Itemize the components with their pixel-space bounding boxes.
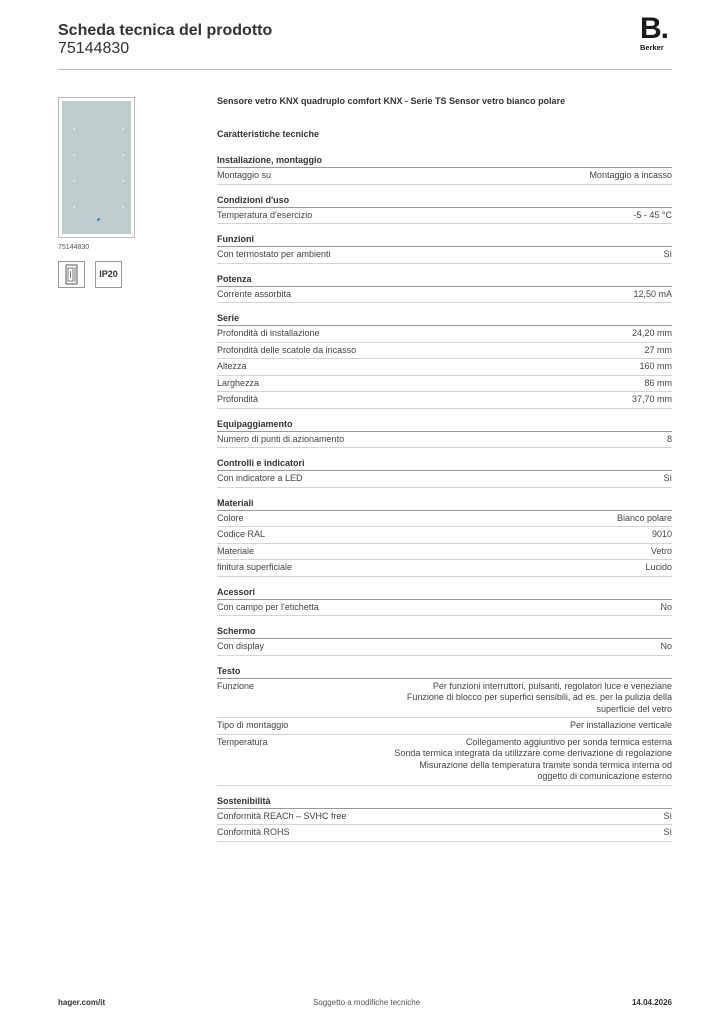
spec-label: Profondità delle scatole da incasso [217,344,357,355]
spec-value [632,394,672,406]
spec-value [632,328,672,340]
spec-label: Profondità di installazione [217,328,320,338]
spec-content [217,95,672,852]
spec-label: Temperatura [217,736,268,747]
spec-value [645,562,672,574]
spec-value-line: Misurazione della temperatura tramite sonda termica interna od [419,759,672,770]
spec-section [217,195,672,225]
spec-section [217,666,672,786]
sensor-dot [73,180,75,182]
spec-value-line: Montaggio a incasso [589,170,672,180]
image-code: 75144830 [58,244,90,251]
spec-value-line: 37,70 mm [631,394,672,404]
spec-value-line: Vetro [650,545,672,556]
spec-label: Conformità ROHS [217,827,290,837]
sensor-dot [122,128,124,130]
product-image [58,97,135,238]
spec-value-line: Collegamento aggiuntivo per sonda termica esterna [465,736,672,747]
spec-row [217,376,672,393]
spec-row [217,511,672,528]
ip-rating-badge [95,261,122,288]
spec-value-line: Per installazione verticale [569,720,672,730]
spec-row [217,560,672,577]
spec-label: Con display [217,641,265,651]
spec-row [217,735,672,786]
spec-value [644,345,672,357]
spec-row [217,639,672,656]
sensor-dot [73,206,75,208]
spec-section [217,419,672,449]
spec-value-line: Funzione di blocco per superfici sensibili, ad es. per la pulizia della [406,692,672,702]
spec-value [639,361,672,373]
spec-row [217,432,672,449]
spec-section [217,587,672,617]
spec-label: Funzione [217,680,255,691]
spec-value-line: Sonda termica integrata da utilizzare come derivazione di regolazione [394,748,672,758]
flush-mount-icon-svg [59,262,84,287]
spec-label: Conformità REACh – SVHC free [217,810,347,821]
spec-section [217,498,672,577]
spec-value-line: 8 [666,433,672,444]
spec-value-line: -5 - 45 °C [633,209,672,220]
spec-value-line: Sì [663,810,672,821]
spec-value [407,681,672,716]
header-divider [58,69,672,70]
spec-value-line: No [660,601,672,612]
spec-section [217,274,672,304]
spec-row [217,208,672,225]
sensor-dot [122,180,124,182]
spec-row [217,359,672,376]
spec-row [217,343,672,360]
spec-value [663,473,672,485]
spec-row [217,544,672,561]
spec-value-line: 160 mm [639,361,672,371]
spec-label: Montaggio su [217,170,272,180]
spec-value-line: Sì [663,827,672,837]
section-heading: Potenza [217,274,672,287]
section-heading: Schermo [217,626,672,639]
spec-value [570,720,672,732]
spec-row [217,825,672,842]
spec-section [217,155,672,185]
spec-value [667,434,672,446]
spec-value [633,210,672,222]
spec-section [217,313,672,409]
spec-row [217,809,672,826]
spec-value [633,289,672,301]
spec-label: Profondità [217,394,259,404]
spec-label: Temperatura d'esercizio [217,209,313,220]
section-heading: Acessori [217,587,672,600]
section-heading: Controlli e indicatori [217,458,672,471]
spec-row [217,326,672,343]
spec-label: finitura superficiale [217,562,293,572]
product-code: 75144830 [58,40,130,57]
spec-row [217,527,672,544]
spec-value-line: 12,50 mA [633,288,672,299]
spec-value [617,513,672,525]
spec-value [660,602,672,614]
sensor-dot [122,154,124,156]
spec-label: Corrente assorbita [217,288,292,299]
spec-value [663,811,672,823]
spec-sections [217,155,672,842]
spec-label: Colore [217,512,244,523]
spec-row [217,168,672,185]
spec-value-line: Lucido [645,562,672,572]
section-heading: Sostenibilità [217,796,672,809]
led-indicator [97,218,100,221]
spec-section [217,626,672,656]
flush-mount-icon [58,261,85,288]
glass-panel [62,101,131,234]
section-heading: Condizioni d'uso [217,195,672,208]
spec-label: Altezza [217,361,247,371]
spec-section [217,796,672,842]
section-heading: Installazione, montaggio [217,155,672,168]
spec-value [652,529,672,541]
spec-label: Larghezza [217,377,260,388]
berker-logo [640,12,674,52]
spec-value [660,641,672,653]
spec-value [644,378,672,390]
spec-row [217,247,672,264]
spec-value [663,249,672,261]
page-title: Scheda tecnica del prodotto [58,22,273,39]
spec-label: Tipo di montaggio [217,720,289,730]
spec-row [217,600,672,617]
spec-value-line: Sì [663,249,672,259]
spec-value-line: No [660,641,672,651]
spec-value-line: Bianco polare [616,512,672,523]
section-heading: Funzioni [217,234,672,247]
sensor-dot [73,154,75,156]
ip-rating-text: IP20 [99,269,118,279]
logo-letter: B. [640,12,668,45]
spec-row [217,679,672,719]
sensor-dot [122,206,124,208]
spec-value-line: superficie del vetro [596,703,672,714]
section-heading: Equipaggiamento [217,419,672,432]
product-title: Sensore vetro KNX quadruplo comfort KNX - Serie TS Sensor vetro bianco polare [217,96,566,106]
spec-value-line: Per funzioni interruttori, pulsanti, regolatori luce e veneziane [432,680,672,691]
spec-row [217,392,672,409]
sensor-dot [73,128,75,130]
spec-row [217,718,672,735]
spec-label: Con termostato per ambienti [217,249,331,259]
spec-row [217,287,672,304]
spec-value-line: 86 mm [644,377,672,388]
spec-label: Codice RAL [217,529,266,539]
spec-value [651,546,672,558]
footer-date: 14.04.2026 [631,998,672,1007]
spec-value-line: Sì [663,473,672,483]
spec-value-line: 27 mm [644,344,672,355]
spec-label: Materiale [217,545,255,556]
spec-value-line: oggetto di comunicazione esterno [537,771,672,781]
spec-section [217,234,672,264]
spec-value [663,827,672,839]
spec-value-line: 24,20 mm [631,328,672,338]
section-heading: Serie [217,313,672,326]
footer-website: hager.com/it [58,998,106,1007]
spec-label: Numero di punti di azionamento [217,433,345,444]
spec-label: Con indicatore a LED [217,473,303,483]
section-heading: Materiali [217,498,672,511]
spec-row [217,471,672,488]
logo-text: Berker [640,43,664,52]
spec-value-line: 9010 [651,529,672,539]
section-heading: Testo [217,666,672,679]
tech-title: Caratteristiche tecniche [217,129,320,139]
footer-note: Soggetto a modifiche tecniche [313,998,421,1007]
spec-value [589,170,672,182]
spec-value [394,737,672,783]
spec-section [217,458,672,488]
spec-label: Con campo per l'etichetta [217,601,319,612]
